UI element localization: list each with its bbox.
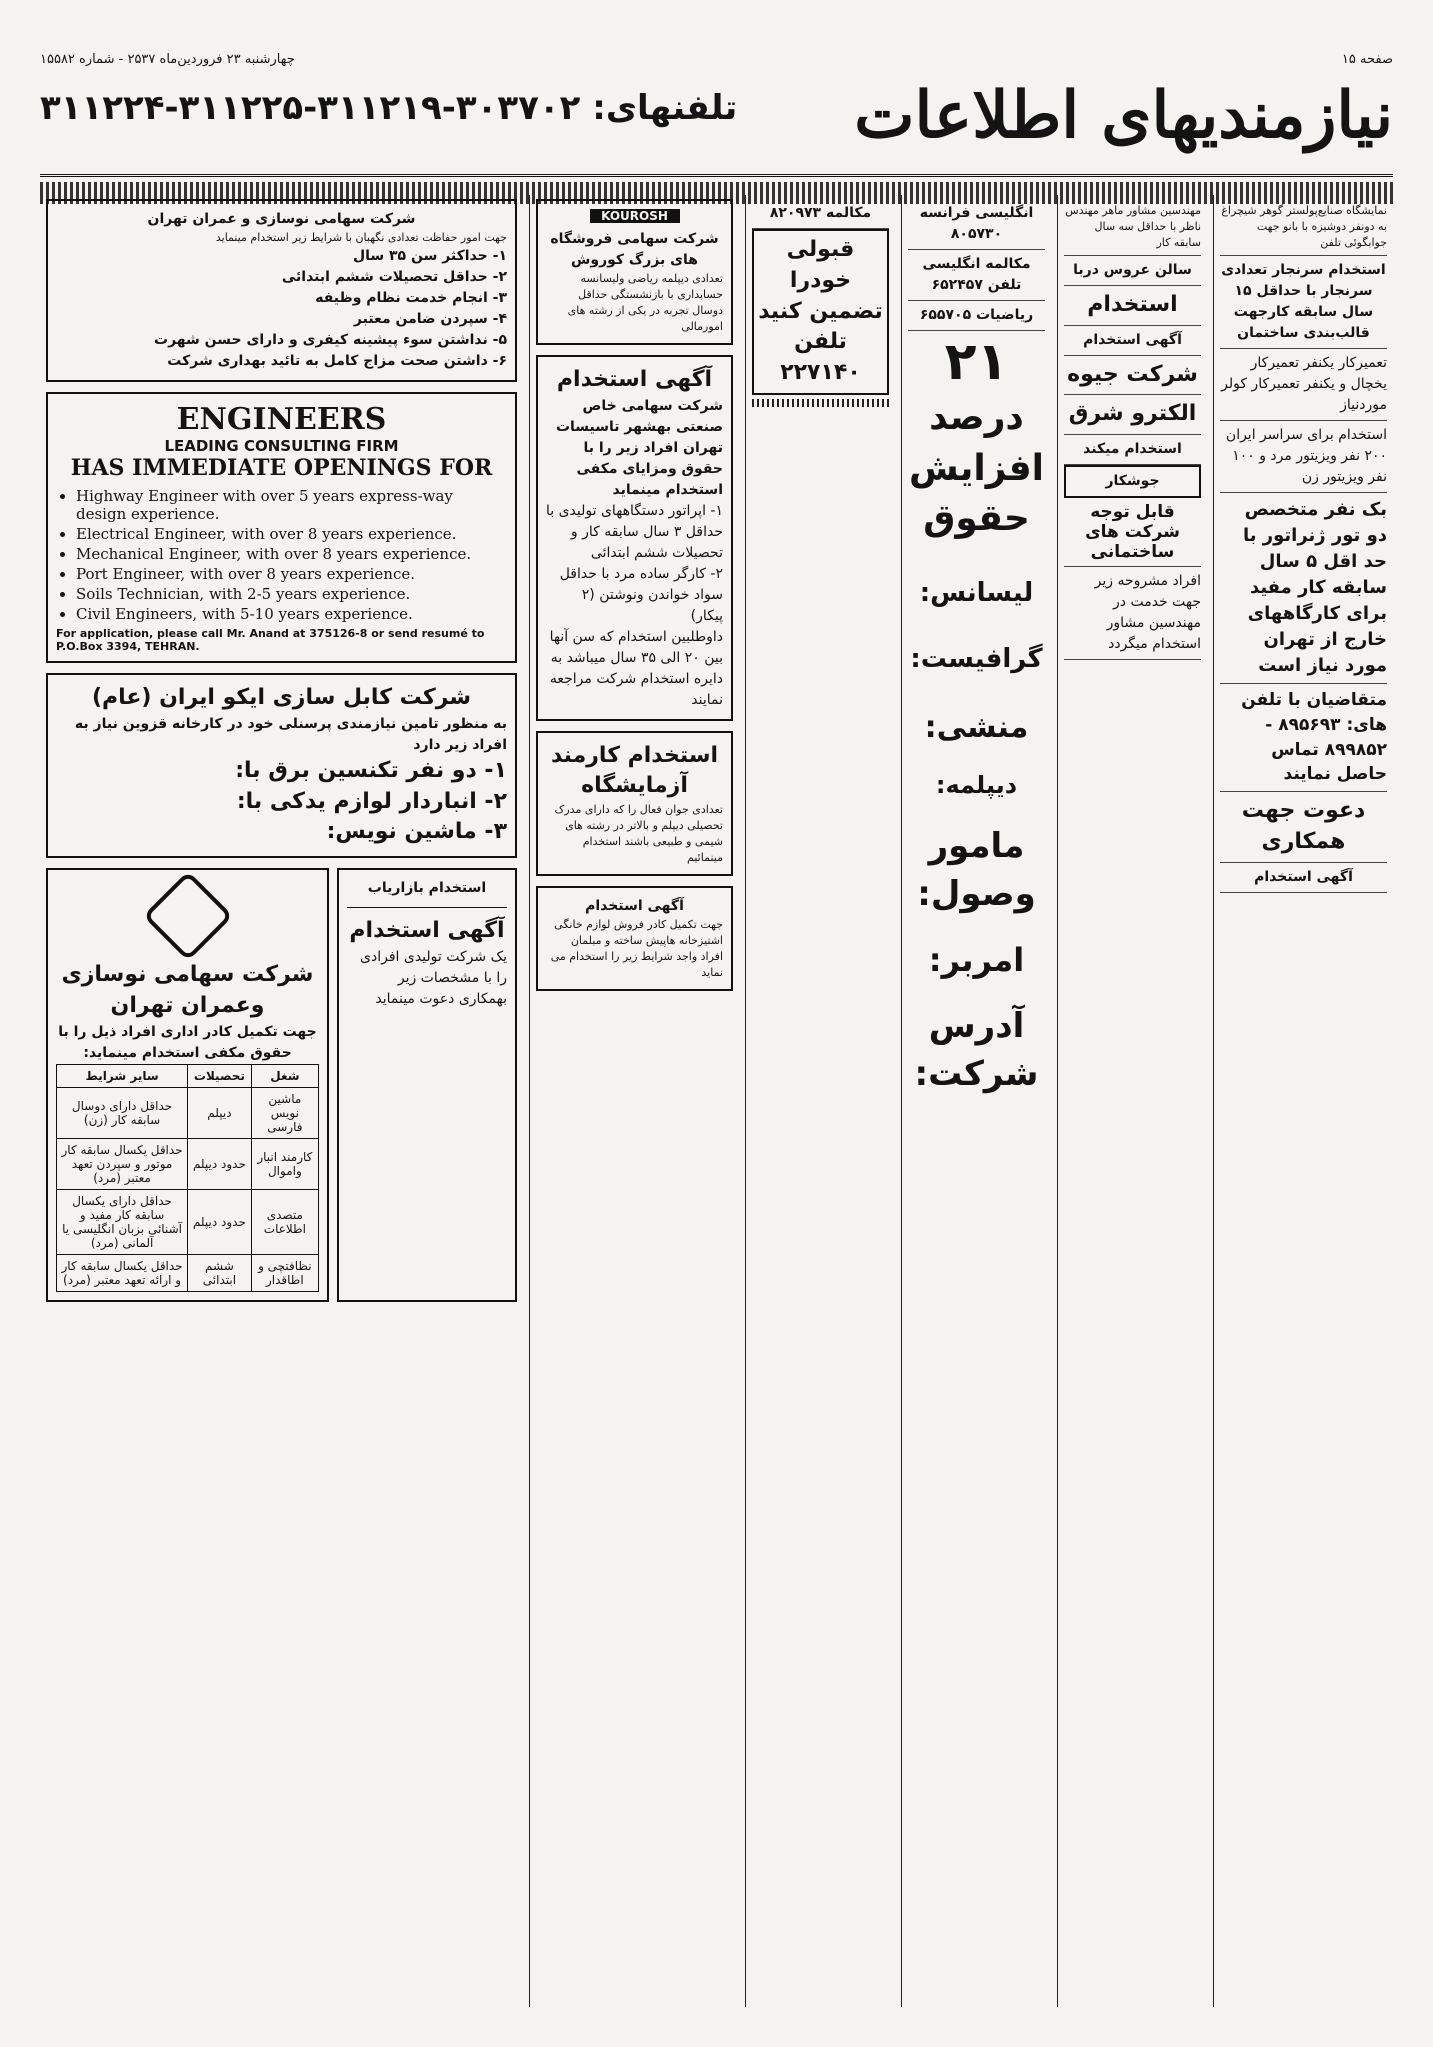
column-3 xyxy=(901,195,1051,2007)
engineers-subtitle: LEADING CONSULTING FIRM xyxy=(164,436,399,455)
sales-ad xyxy=(536,886,733,991)
table-cell: حداقل دارای دوسال سابقه کار (زن) xyxy=(57,1087,188,1138)
ad-item: قبولی خودرا تضمین کنید تلفن ۲۲۷۱۴۰ xyxy=(752,229,889,395)
ad-item: مکالمه ۸۲۰۹۷۳ xyxy=(752,199,889,229)
page-label: صفحه ۱۵ xyxy=(1341,52,1393,67)
lab-ad xyxy=(536,731,733,876)
headline-word: وصول: xyxy=(917,873,1036,914)
knot-logo-icon xyxy=(142,871,233,962)
table-cell: حداقل یکسال سابقه کار موتور و سپردن تعهد معتبر (مرد) xyxy=(57,1138,188,1189)
table-cell: متصدی اطلاعات xyxy=(251,1189,318,1254)
kourosh-title: شرکت سهامی فروشگاه های بزرگ کوروش xyxy=(550,231,719,268)
table-row xyxy=(57,1189,319,1254)
engineers-list-item: • Soils Technician, with 2-5 years experience. xyxy=(76,585,507,603)
ad-item: مهندسین مشاور ماهر مهندس ناظر با حداقل سه سال سابقه کار xyxy=(1064,199,1201,256)
engineers-ad xyxy=(46,392,517,663)
ad-line: ۴- سپردن ضامن معتبر xyxy=(353,310,507,327)
engineers-title: ENGINEERS xyxy=(176,401,387,437)
ad-line: ۲- حداقل تحصیلات ششم ابتدائی xyxy=(281,268,507,285)
masthead xyxy=(40,74,1393,177)
ad-body: تعدادی جوان فعال را که دارای مدرک تحصیلی دیپلم و بالاتر در رشته های شیمی و طبیعی باشند استخدام مینمائیم xyxy=(554,803,723,864)
ad-title: آگهی استخدام xyxy=(556,366,713,392)
engineers-list-item: • Civil Engineers, with 5-10 years experience. xyxy=(76,605,507,623)
bottom-row xyxy=(46,868,517,1312)
engineers-list-item: • Highway Engineer with over 5 years express-way design experience. xyxy=(76,487,507,523)
big-headline-line: حقوق xyxy=(923,498,1030,540)
ad-separator xyxy=(752,399,889,407)
ad-item: افراد مشروحه زیر جهت خدمت در مهندسین مشاور استخدام میگردد xyxy=(1064,567,1201,660)
masthead-phones: تلفنهای: ۳۰۳۷۰۲-۳۱۱۲۱۹-۳۱۱۲۲۵-۳۱۱۲۲۴ xyxy=(40,88,738,128)
ad-item: دعوت جهت همکاری xyxy=(1220,792,1387,863)
engineers-list-item: • Port Engineer, with over 8 years experience. xyxy=(76,565,507,583)
ad-item: استخدام برای سراسر ایران ۲۰۰ نفر ویزیتور مرد و ۱۰۰ نفر ویزیتور زن xyxy=(1220,421,1387,493)
headline-word: امربر: xyxy=(928,941,1025,980)
big-headline-line: درصد xyxy=(929,397,1024,439)
cable-ad xyxy=(46,673,517,858)
ad-body: به منظور تامین نیازمندی پرسنلی خود در کارخانه قزوین نیاز به افراد زیر دارد xyxy=(74,715,507,753)
ad-line: ۶- داشتن صحت مزاج کامل به تائید بهداری شرکت xyxy=(167,352,507,369)
ad-body: جهت امور حفاظت تعدادی نگهبان با شرایط زیر استخدام مینماید xyxy=(215,231,507,244)
ad-item: قابل توجه شرکت های ساختمانی xyxy=(1064,498,1201,567)
ad-item: استخدام میکند xyxy=(1064,435,1201,465)
headline-word: آدرس xyxy=(928,1005,1025,1046)
headline-word: شرکت: xyxy=(914,1053,1039,1094)
marketer-ad xyxy=(337,868,517,1302)
headline-word: منشی: xyxy=(924,710,1029,746)
ad-line: ۱- دو نفر تکنسین برق با: xyxy=(235,757,507,783)
ad-item: شرکت جیوه xyxy=(1064,356,1201,396)
ad-item: الکترو شرق xyxy=(1064,395,1201,435)
behshahr-ad xyxy=(536,355,733,721)
headline-word: لیسانس: xyxy=(919,577,1034,608)
ad-title: استخدام کارمند آزمایشگاه xyxy=(550,742,719,799)
column-2 xyxy=(1057,195,1207,2007)
ad-title: آگهی استخدام xyxy=(349,918,505,944)
jobs-table xyxy=(56,1064,319,1292)
ad-item: تعمیرکار یکنفر تعمیرکار یخچال و یکنفر تعمیرکار کولر موردنیاز xyxy=(1220,349,1387,421)
table-cell: کارمند انبار واموال xyxy=(251,1138,318,1189)
table-header: تحصیلات xyxy=(188,1064,252,1087)
table-row xyxy=(57,1254,319,1291)
ad-body: شرکت سهامی خاص صنعتی بهشهر تاسیسات تهران افراد زیر را با حقوق ومزایای مکفی استخدام مینماید xyxy=(555,397,723,498)
ad-line: ۵- نداشتن سوء پیشینه کیفری و دارای حسن شهرت xyxy=(154,331,507,348)
ad-item: نمایشگاه صنایع‌پولستر گوهر شیچراغ به دونفر دوشیزه با بانو جهت جوابگوئی تلفن xyxy=(1220,199,1387,256)
big-headline-line: افزایش xyxy=(908,447,1045,489)
ad-item: آگهی استخدام xyxy=(1064,326,1201,356)
divider xyxy=(347,907,507,908)
top-dateline xyxy=(40,52,1393,74)
ad-item: سالن عروس دربا xyxy=(1064,256,1201,286)
table-header: سایر شرایط xyxy=(57,1064,188,1087)
engineers-list-item: • Mechanical Engineer, with over 8 years experience. xyxy=(76,545,507,563)
ad-item: استخدام xyxy=(1064,286,1201,326)
ad-item: استخدام سرنجار تعدادی سرنجار با حداقل ۱۵ سال سابقه کارجهت قالب‌بندی ساختمان xyxy=(1220,256,1387,349)
column-1 xyxy=(1213,195,1393,2007)
kourosh-logo: KOUROSH xyxy=(590,209,680,223)
ad-item: آگهی استخدام xyxy=(1220,863,1387,893)
ad-body: جهت تکمیل کادر فروش لوازم خانگی اشتیزخانه هاپیش ساخته و مبلمان افراد واجد شرایط زیر را استخدام می نماید xyxy=(550,917,723,979)
ad-footer: داوطلبین استخدام که سن آنها بین ۲۰ الی ۳۵ سال میباشد به دایره استخدام شرکت مراجعه نمایند xyxy=(549,628,723,708)
ad-title: آگهی استخدام xyxy=(585,897,684,914)
ad-line: ۳- انجام خدمت نظام وظیفه xyxy=(315,289,507,306)
table-cell: حداقل یکسال سابقه کار و ارائه تعهد معتبر (مرد) xyxy=(57,1254,188,1291)
kourosh-body: تعدادی دیپلمه ریاضی ولیسانسه حسابداری با بازنشستگی حداقل دوسال تجربه در یکی از رشته های امورمالی xyxy=(567,272,723,333)
ad-body: یک شرکت تولیدی افرادی را با مشخصات زیر بهمکاری دعوت مینماید xyxy=(360,948,507,1007)
table-header-row xyxy=(57,1064,319,1087)
ad-line: ۱- اپراتور دستگاههای تولیدی با حداقل ۳ سال سابقه کار و تحصیلات ششم ابتدائی xyxy=(545,502,723,561)
noosazi-guard-ad xyxy=(46,199,517,382)
table-cell: حدود دیپلم xyxy=(188,1138,252,1189)
table-cell: نظافتچی و اطاقدار xyxy=(251,1254,318,1291)
ad-title: استخدام بازاریاب xyxy=(367,880,487,897)
table-cell: ششم ابتدائی xyxy=(188,1254,252,1291)
engineers-list xyxy=(76,487,507,623)
headline-word: دیپلمه: xyxy=(935,771,1018,800)
table-cell: دیپلم xyxy=(188,1087,252,1138)
ad-line: ۳- ماشین نویس: xyxy=(326,819,507,845)
ad-item: مکالمه انگلیسی تلفن ۶۵۲۴۵۷ xyxy=(908,250,1045,301)
headline-word: گرافیست: xyxy=(910,643,1043,674)
ad-item: جوشکار xyxy=(1064,465,1201,498)
kourosh-ad xyxy=(536,199,733,345)
ad-line: ۲- کارگر ساده مرد با حداقل سواد خواندن ونوشتن (۲ پیکار) xyxy=(559,565,723,624)
engineers-footer: For application, please call Mr. Anand at 375126-8 or send resumé to P.O.Box 3394, TEHRAN. xyxy=(56,626,485,653)
table-cell: حداقل دارای یکسال سابقه کار مفید و آشنائی بزبان انگلیسی یا آلمانی (مرد) xyxy=(57,1189,188,1254)
table-cell: حدود دیپلم xyxy=(188,1189,252,1254)
ad-subtitle: جهت تکمیل کادر اداری افراد ذیل را با حقوق مکفی استخدام مینماید: xyxy=(58,1023,317,1061)
table-row xyxy=(57,1138,319,1189)
ad-title: شرکت سهامی نوسازی وعمران تهران xyxy=(61,962,314,1018)
issue-line: چهارشنبه ۲۳ فروردین‌ماه ۲۵۳۷ - شماره ۱۵۵۸۲ xyxy=(40,52,295,67)
table-cell: ماشین نویس فارسی xyxy=(251,1087,318,1138)
ad-title: شرکت سهامی نوسازی و عمران تهران xyxy=(147,211,416,227)
table-header: شغل xyxy=(251,1064,318,1087)
engineers-heading: HAS IMMEDIATE OPENINGS FOR xyxy=(70,454,493,481)
ad-title: شرکت کابل سازی ایکو ایران (عام) xyxy=(91,684,472,710)
column-3b xyxy=(745,195,895,2007)
ad-line: ۲- انباردار لوازم یدکی با: xyxy=(236,788,507,814)
big-headline-line: ۲۱ xyxy=(944,332,1009,392)
column-4 xyxy=(529,195,739,2007)
ad-item: انگلیسی فرانسه ۸۰۵۷۳۰ xyxy=(908,199,1045,250)
ad-item: بک نفر متخصص دو تور ژنراتور با حد اقل ۵ سال سابقه کار مفید برای کارگاههای خارج از تهران مورد نیاز است xyxy=(1220,493,1387,685)
ad-item: متقاضیان با تلفن های: ۸۹۵۶۹۳ - ۸۹۹۸۵۲ تماس حاصل نمایند xyxy=(1220,684,1387,792)
table-row xyxy=(57,1087,319,1138)
ad-item: ریاضیات ۶۵۵۷۰۵ xyxy=(908,301,1045,331)
masthead-title: نیازمندیهای اطلاعات xyxy=(854,78,1393,153)
noosazi-admin-ad xyxy=(46,868,329,1302)
column-5 xyxy=(40,195,523,2007)
engineers-list-item: • Electrical Engineer, with over 8 years experience. xyxy=(76,525,507,543)
ad-line: ۱- حداکثر سن ۳۵ سال xyxy=(352,247,507,264)
headline-word: مامور xyxy=(928,825,1025,866)
